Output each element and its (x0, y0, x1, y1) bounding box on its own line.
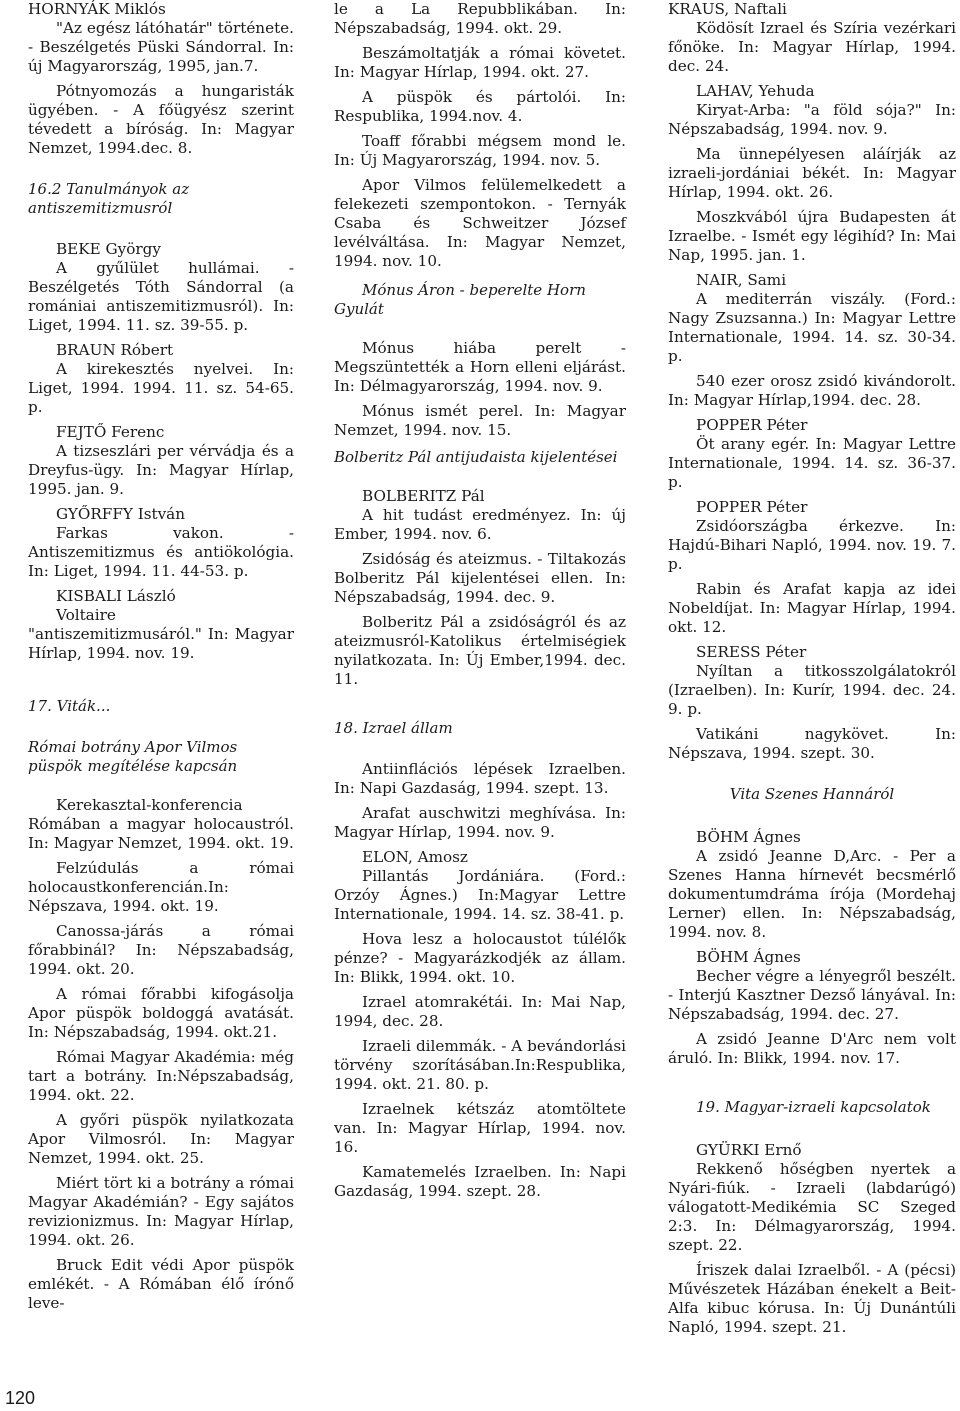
entry (668, 416, 956, 492)
entry (28, 0, 294, 76)
entry-text: Hova lesz a holocaustot túlélők pénze? - Magyarázkodjék az állam. In: Blikk, 1994. okt. 10. (334, 930, 626, 986)
entry-text: A zsidó Jeanne D'Arc nem volt áruló. In: Blikk, 1994. nov. 17. (668, 1030, 956, 1067)
entry-text: Beszámoltatják a római követet. In: Magyar Hírlap, 1994. okt. 27. (334, 44, 626, 81)
entry-text: A mediterrán viszály. (Ford.: Nagy Zsuzsanna.) In: Magyar Lettre Internationale, 1994. 14. sz. 30-34. p. (668, 290, 956, 365)
entry-author: FEJTŐ Ferenc (56, 423, 165, 441)
entry (334, 1037, 626, 1094)
entry-author: BÖHM Ágnes (696, 828, 801, 846)
entry-author: BÖHM Ágnes (696, 948, 801, 966)
entry-text: Ködösít Izrael és Szíria vezérkari főnöke. In: Magyar Hírlap, 1994. dec. 24. (668, 19, 956, 75)
entry-text: Bruck Edit védi Apor püspök emlékét. - A Rómában élő írónő leve- (28, 1256, 294, 1312)
column-2 (334, 0, 626, 1207)
entry-text: Kiryat-Arba: "a föld sója?" In: Népszabadság, 1994. nov. 9. (668, 101, 956, 138)
entry (668, 1261, 956, 1337)
page-number: 120 (5, 1388, 36, 1408)
entry-text: Zsidóság és ateizmus. - Tiltakozás Bolberitz Pál kijelentései ellen. In: Népszabadság, 1994. dec. 9. (334, 550, 626, 606)
entry-text: Zsidóországba érkezve. In: Hajdú-Bihari Napló, 1994. nov. 19. 7. p. (668, 517, 956, 573)
entry (668, 643, 956, 719)
entry-text: Bolberitz Pál a zsidóságról és az ateizmusról-Katolikus értelmiségiek nyilatkozata. In: Új Ember,1994. dec. 11. (334, 613, 626, 688)
entry-author: POPPER Péter (696, 416, 808, 434)
entry (28, 1048, 294, 1105)
entry (668, 208, 956, 265)
entry-text: Toaff főrabbi mégsem mond le. In: Új Magyarország, 1994. nov. 5. (334, 132, 626, 169)
entry-text: A hit tudást eredményez. In: új Ember, 1994. nov. 6. (334, 506, 626, 543)
subsection-heading: Római botrány Apor Vilmos püspök megítélése kapcsán (28, 738, 238, 775)
entry-text: Mónus hiába perelt - Megszüntették a Horn elleni eljárást. In: Délmagyarország, 1994. nov. 9. (334, 339, 626, 395)
entry (668, 580, 956, 637)
entry-text: A püspök és pártolói. In: Respublika, 1994.nov. 4. (334, 88, 626, 125)
entry (28, 1256, 294, 1313)
entry (334, 88, 626, 126)
entry-author: HORNYÁK Miklós (28, 0, 166, 18)
entry (334, 487, 626, 544)
column-1 (28, 0, 294, 1319)
entry (28, 796, 294, 853)
entry (668, 1030, 956, 1068)
entry-text: Apor Vilmos felülemelkedett a felekezeti szempontokon. - Ternyák Csaba és Schweitzer József levélváltása. In: Magyar Nemzet, 1994. nov. 10. (334, 176, 626, 270)
entry (668, 1141, 956, 1255)
subsection-heading: Bolberitz Pál antijudaista kijelentései (334, 448, 618, 466)
entry-author: POPPER Péter (696, 498, 808, 516)
entry-author: GYÜRKI Ernő (696, 1141, 802, 1159)
entry (334, 339, 626, 396)
entry (668, 82, 956, 139)
entry (28, 985, 294, 1042)
entry-author: BRAUN Róbert (56, 341, 174, 359)
entry-author: LAHAV, Yehuda (696, 82, 815, 100)
column-3 (668, 0, 956, 1343)
entry (334, 402, 626, 440)
entry-text: Kerekasztal-konferencia Rómában a magyar holocaustról. In: Magyar Nemzet, 1994. okt. 19. (28, 796, 294, 852)
entry-text: Rekkenő hőségben nyertek a Nyári-fiúk. - Izraeli (labdarúgó) válogatott-Medikémia SC Szeged 2:3. In: Délmagyarország, 1994. szept. 22. (668, 1160, 956, 1254)
entry (28, 922, 294, 979)
entry (668, 498, 956, 574)
entry-author: KRAUS, Naftali (668, 0, 787, 18)
entry-text: le a La Repubblikában. In: Népszabadság, 1994. okt. 29. (334, 0, 626, 37)
entry-text: "Az egész látóhatár" története. - Beszélgetés Püski Sándorral. In: új Magyarország, 1995, jan.7. (28, 19, 294, 75)
entry (334, 1163, 626, 1201)
entry-text: Miért tört ki a botrány a római Magyar Akadémián? - Egy sajátos revizionizmus. In: Magyar Hírlap, 1994. okt. 26. (28, 1174, 294, 1249)
entry-author: ELON, Amosz (362, 848, 468, 866)
entry-text: Római Magyar Akadémia: még tart a botrány. In:Népszabadság, 1994. okt. 22. (28, 1048, 294, 1104)
entry-text: Mónus ismét perel. In: Magyar Nemzet, 1994. nov. 15. (334, 402, 626, 439)
entry-text: Moszkvából újra Budapesten át Izraelbe. - Ismét egy légihíd? In: Mai Nap, 1995. jan. 1. (668, 208, 956, 264)
entry (668, 948, 956, 1024)
entry-author: NAIR, Sami (696, 271, 787, 289)
entry (28, 1111, 294, 1168)
entry (668, 145, 956, 202)
entry-text: A gyűlület hullámai. - Beszélgetés Tóth Sándorral (a romániai antiszemitizmusról). In: Liget, 1994. 11. sz. 39-55. p. (28, 259, 294, 334)
entry-text: A római főrabbi kifogásolja Apor püspök boldoggá avatását. In: Népszabadság, 1994. okt.21. (28, 985, 294, 1041)
entry-text: Izraelnek kétszáz atomtöltete van. In: Magyar Hírlap, 1994. nov. 16. (334, 1100, 626, 1156)
entry (28, 505, 294, 581)
entry (334, 760, 626, 798)
entry-text: A tizseszlári per vérvádja és a Dreyfus-ügy. In: Magyar Hírlap, 1995. jan. 9. (28, 442, 294, 498)
subsection-heading: Vita Szenes Hannáról (729, 785, 895, 803)
subsection-heading: Mónus Áron - beperelte Horn Gyulát (334, 281, 586, 318)
entry-text: A kirekesztés nyelvei. In: Liget, 1994. 1994. 11. sz. 54-65. p. (28, 360, 294, 416)
entry-text: A győri püspök nyilatkozata Apor Vilmosról. In: Magyar Nemzet, 1994. okt. 25. (28, 1111, 294, 1167)
entry-text: Kamatemelés Izraelben. In: Napi Gazdaság, 1994. szept. 28. (334, 1163, 626, 1200)
section-heading: 18. Izrael állam (334, 719, 453, 737)
entry (28, 423, 294, 499)
entry (28, 82, 294, 158)
entry (334, 1100, 626, 1157)
entry-text: Arafat auschwitzi meghívása. In: Magyar Hírlap, 1994. nov. 9. (334, 804, 626, 841)
entry-author: GYŐRFFY István (56, 505, 186, 523)
entry-text: Pillantás Jordániára. (Ford.: Orzóy Ágnes.) In:Magyar Lettre Internationale, 1994. 14. sz. 38-41. p. (334, 867, 626, 923)
entry-text: Izraeli dilemmák. - A bevándorlási törvény szorításában.In:Respublika, 1994. okt. 21. 80. p. (334, 1037, 626, 1093)
section-heading: 17. Viták... (28, 697, 111, 715)
entry (28, 859, 294, 916)
entry-author: SERESS Péter (696, 643, 807, 661)
entry-text: Ma ünnepélyesen aláírják az izraeli-jordániai békét. In: Magyar Hírlap, 1994. okt. 26. (668, 145, 956, 201)
entry-text: A zsidó Jeanne D,Arc. - Per a Szenes Hanna hírnevét becsmérlő dokumentumdráma írója (Mordehaj Lerner) ellen. In: Népszabadság, 1994. nov. 8. (668, 847, 956, 941)
entry-text: Felzúdulás a római holocaustkonferencián.In: Népszava, 1994. okt. 19. (28, 859, 294, 915)
entry (668, 828, 956, 942)
entry-text: Íriszek dalai Izraelből. - A (pécsi) Művészetek Házában énekelt a Beit-Alfa kibuc kórusa. In: Új Dunántúli Napló, 1994. szept. 21. (668, 1261, 956, 1336)
entry (668, 725, 956, 763)
entry-author: BEKE György (56, 240, 161, 258)
entry-text: Öt arany egér. In: Magyar Lettre Internationale, 1994. 14. sz. 36-37. p. (668, 435, 956, 491)
entry-author: KISBALI László (56, 587, 176, 605)
entry (334, 44, 626, 82)
entry (334, 613, 626, 689)
entry-text: Izrael atomrakétái. In: Mai Nap, 1994, dec. 28. (334, 993, 626, 1030)
entry (334, 993, 626, 1031)
entry (668, 0, 956, 76)
entry (334, 176, 626, 271)
entry-text: Farkas vakon. - Antiszemitizmus és antiökológia. In: Liget, 1994. 11. 44-53. p. (28, 524, 294, 580)
entry-text: Rabin és Arafat kapja az idei Nobeldíjat. In: Magyar Hírlap, 1994. okt. 12. (668, 580, 956, 636)
entry-text: Vatikáni nagykövet. In: Népszava, 1994. szept. 30. (668, 725, 956, 762)
entry (28, 240, 294, 335)
entry (334, 0, 626, 38)
entry-text: Nyíltan a titkosszolgálatokról (Izraelben). In: Kurír, 1994. dec. 24. 9. p. (668, 662, 956, 718)
entry-text: Canossa-járás a római főrabbinál? In: Népszabadság, 1994. okt. 20. (28, 922, 294, 978)
entry-text: Pótnyomozás a hungaristák ügyében. - A főügyész szerint tévedett a bíróság. In: Magyar Nemzet, 1994.dec. 8. (28, 82, 294, 157)
entry (668, 271, 956, 366)
entry (28, 1174, 294, 1250)
entry (28, 587, 294, 663)
entry (668, 372, 956, 410)
entry (28, 341, 294, 417)
entry (334, 930, 626, 987)
entry (334, 132, 626, 170)
entry-text: 540 ezer orosz zsidó kivándorolt. In: Magyar Hírlap,1994. dec. 28. (668, 372, 956, 409)
section-heading: 16.2 Tanulmányok az antiszemitizmusról (28, 180, 190, 217)
entry (334, 848, 626, 924)
section-heading: 19. Magyar-izraeli kapcsolatok (696, 1098, 931, 1116)
entry-author: BOLBERITZ Pál (362, 487, 485, 505)
entry-text: Voltaire "antiszemitizmusáról." In: Magyar Hírlap, 1994. nov. 19. (28, 606, 294, 662)
entry (334, 550, 626, 607)
entry-text: Antiinflációs lépések Izraelben. In: Napi Gazdaság, 1994. szept. 13. (334, 760, 626, 797)
entry (334, 804, 626, 842)
entry-text: Becher végre a lényegről beszélt. - Interjú Kasztner Dezső lányával. In: Népszabadság, 1994. dec. 27. (668, 967, 956, 1023)
